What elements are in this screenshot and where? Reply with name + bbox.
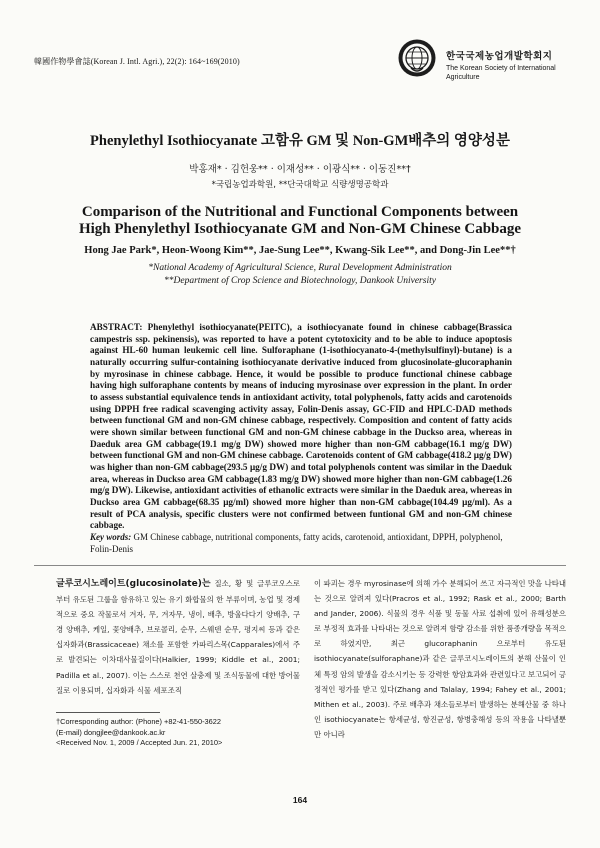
- footnote-corresponding-author: †Corresponding author: (Phone) +82-41-550-3622: [56, 717, 221, 726]
- english-affiliation: [0, 262, 600, 288]
- korean-title: Phenylethyl Isothiocyanate 고함유 GM 및 Non-GM배추의 영양성분: [90, 133, 510, 149]
- body-column-left: [56, 576, 300, 698]
- footnote-divider: [56, 712, 160, 713]
- abstract: ABSTRACT: Phenylethyl isothiocyanate(PEITC), a isothiocyanate found in chinese cabbage(Brassica campestris ssp. pekinensis), was reported to have a potent cytotoxicity and to be able to induce apoptosis against HL-60 human leukemic cell line. Sulforaphane (1-isothiocyanato-4-(methylsulfinyl)-butane) is a naturally occurring sulfur-containing isothiocyanate derivative induced from glucosinolate-glucoraphanin by myrosinase in chinese cabbage. Hence, it would be possible to produce functional chinese cabbage having high sulforaphane contents by means of inducing myrosinase over expression in the plant. In order to assess substantial equivalence tends in antioxidant activity, total polyphenols, fatty acids and carotenoids using DPPH free radical scavenging activity assay, Folin-Denis assay, GC-FID and HPLC-DAD methods between functional GM and non-GM chinese cabbage, respectively. Composition and content of fatty acids were shown similar between functional GM and non-GM chinese cabbage in the Duckso area, whereas in Daeduk area GM cabbage(19.1 mg/g DW) showed more higher than non-GM cabbage(16.1 mg/g DW) between functional GM and non-GM chinese cabbage. Carotenoids content of GM cabbage(418.2 μg/g DW) was higher than non-GM cabbage(293.5 μg/g DW) and total polyphenols content was similar in the Daeduk area, whereas in Duckso area GM cabbage(1.83 mg/g DW) showed more higher than non-GM cabbage(1.26 mg/g DW). Likewise, antioxidant activities of ethanolic extracts were similar in the Daeduk area, whereas in Duckso area GM cabbage(68.35 μg/ml) showed more higher than non-GM cabbage(104.49 μg/ml). As a result of PCA analysis, specific clusters were not confirmed between funtional GM and non-GM chinese cabbage.: [90, 322, 512, 531]
- journal-citation: 韓國作物學會誌(Korean J. Intl. Agri.), 22(2): 164~169(2010): [34, 57, 240, 66]
- society-name-en: [446, 64, 576, 82]
- footnote-email: (E-mail) dongjlee@dankook.ac.kr: [56, 727, 166, 737]
- footnote-received: <Received Nov. 1, 2009 / Accepted Jun. 21, 2010>: [56, 738, 223, 747]
- page-number: 164: [292, 795, 308, 805]
- english-affiliation-1: *National Academy of Agricultural Science, Rural Development Administration: [148, 263, 452, 273]
- society-name-kr: 한국국제농업개발학회지: [446, 51, 553, 62]
- footnotes: [56, 717, 296, 749]
- english-title-line1: Comparison of the Nutritional and Functional Components between: [81, 204, 519, 220]
- keywords-label: Key words:: [90, 532, 132, 542]
- body-left-text: 질소, 황 및 글루코오스로부터 유도된 그룹을 함유하고 있는 유기 화합물의 한 부류이며, 농업 및 경제적으로 중요 작물로서 겨자, 무, 겨자무, 냉이, 배추, 방울다다기 양배추, 구경 양배추, 케일, 꽃양배추, 브로콜리, 순무, 스웨덴 순무, 평지씨 등과 같은 십자화과(Brassicaceae) 채소를 포함한 카파리스목(Capparales)에서 주로 발견되는 이차대사물질이다(Halkier, 1999; Kiddle et al., 2001; Padilla et al., 2007). 이는 스스로 천연 살충제 및 조식동물에 대한 방어물질로 이용되며, 십자화과 식물 세포조직: [56, 579, 300, 695]
- body-column-right: 이 파괴는 경우 myrosinase에 의해 가수 분해되어 쓰고 자극적인 맛을 나타내는 것으로 알려져 있다(Pracros et al., 1992; Rask et al., 2000; Barth and Jander, 2006). 식물의 경우 식품 및 동물 사료 섭취에 있어 유해성분으로 부정적 효과를 나타내는 것으로 알려져 함량 감소를 위한 품종개량을 목적으로 하였지만, 최근 glucoraphanin 으로부터 유도된 isothiocyanate(sulforaphane)과 같은 글루코시노레이트의 분해 산물이 인체 특정 암의 발생을 감소시키는 등 강력한 항암효과와 관련있다고 보고되어 긍정적인 평가를 받고 있다(Zhang and Talalay, 1994; Fahey et al., 2001; Mithen et al., 2003). 주로 배추과 채소들로부터 발생하는 분해산물 중 하나인 isothiocyanate는 항세균성, 항진균성, 항병충해성 등의 작용을 나타낼뿐만 아니라: [314, 579, 566, 739]
- english-title-line2: High Phenylethyl Isothiocyanate GM and Non-GM Chinese Cabbage: [78, 221, 522, 237]
- korean-authors: 박홍재* · 김헌웅** · 이재성** · 이광식** · 이동진**†: [189, 164, 411, 175]
- body-left-lead: 글루코시노레이트(glucosinolate)는: [56, 579, 211, 589]
- keywords: [90, 532, 512, 555]
- globe-seal-icon: [397, 38, 437, 78]
- english-authors: Hong Jae Park*, Heon-Woong Kim**, Jae-Sung Lee**, Kwang-Sik Lee**, and Dong-Jin Lee**†: [84, 245, 516, 256]
- korean-affiliation: *국립농업과학원, **단국대학교 식량생명공학과: [211, 180, 389, 190]
- section-divider: [34, 565, 566, 566]
- english-title: [0, 204, 600, 238]
- english-affiliation-2: **Department of Crop Science and Biotechnology, Dankook University: [164, 276, 436, 286]
- keywords-list: GM Chinese cabbage, nutritional components, fatty acids, carotenoid, antioxidant, DPPH, polyphenol, Folin-Denis: [90, 532, 503, 554]
- society-name-en-line1: The Korean Society of International: [446, 65, 556, 72]
- society-name-en-line2: Agriculture: [446, 74, 480, 81]
